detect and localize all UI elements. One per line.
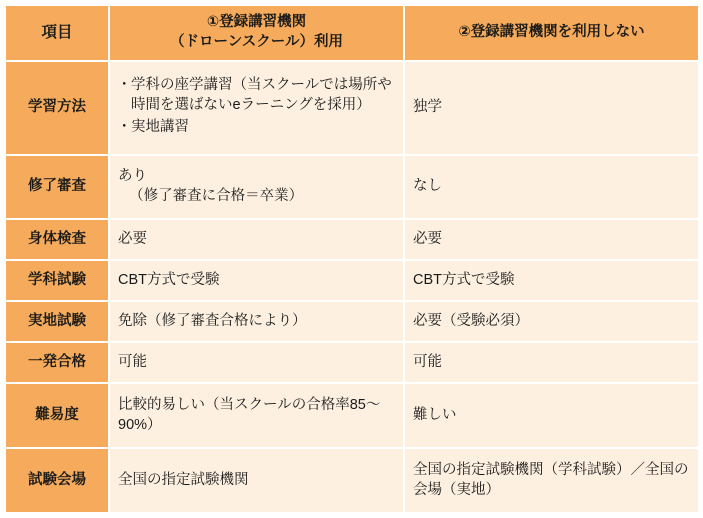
cell-physical-exam-option1: 必要: [109, 219, 404, 260]
list-item: ・ 学科の座学講習（当スクールでは場所や時間を選ばないeラーニングを採用）: [118, 76, 395, 115]
cell-exam-venue-option1: 全国の指定試験機関: [109, 448, 404, 513]
comparison-table: [4, 4, 700, 514]
header-cell-option1: [109, 5, 404, 61]
table-row: [5, 448, 699, 513]
row-label-physical-exam: 身体検査: [5, 219, 109, 260]
cell-one-shot-pass-option1: 可能: [109, 342, 404, 383]
cell-physical-exam-option2: 必要: [404, 219, 699, 260]
header-option1-line2: （ドローンスクール）利用: [170, 34, 343, 50]
row-label-difficulty: 難易度: [5, 383, 109, 448]
cell-study-method-option1: [109, 61, 404, 155]
row-label-one-shot-pass: 一発合格: [5, 342, 109, 383]
study-method-bullet-list: [118, 76, 395, 137]
cell-study-method-option2: 独学: [404, 61, 699, 155]
cell-one-shot-pass-option2: 可能: [404, 342, 699, 383]
table-row: [5, 61, 699, 155]
cell-practical-exam-option2: 必要（受験必須）: [404, 301, 699, 342]
row-label-exam-venue: 試験会場: [5, 448, 109, 513]
row-label-written-exam: 学科試験: [5, 260, 109, 301]
cell-difficulty-option2: 難しい: [404, 383, 699, 448]
row-label-completion-exam: 修了審査: [5, 155, 109, 220]
table-body: [5, 61, 699, 513]
cell-practical-exam-option1: 免除（修了審査合格により）: [109, 301, 404, 342]
header-option1-line1: ①登録講習機関: [206, 14, 307, 31]
table-row: [5, 260, 699, 301]
completion-exam-line1: あり: [118, 168, 147, 185]
row-label-practical-exam: 実地試験: [5, 301, 109, 342]
completion-exam-line2: （修了審査に合格＝卒業）: [129, 188, 304, 205]
cell-written-exam-option2: CBT方式で受験: [404, 260, 699, 301]
cell-completion-exam-option1: [109, 155, 404, 220]
table-row: [5, 342, 699, 383]
list-item: ・ 実地講習: [118, 118, 395, 138]
cell-difficulty-option1: 比較的易しい（当スクールの合格率85〜90%）: [109, 383, 404, 448]
table-row: [5, 383, 699, 448]
cell-exam-venue-option2: 全国の指定試験機関（学科試験）／全国の会場（実地）: [404, 448, 699, 513]
table-row: [5, 301, 699, 342]
row-label-study-method: 学習方法: [5, 61, 109, 155]
table-header-row: [5, 5, 699, 61]
header-cell-item: 項目: [5, 5, 109, 61]
cell-completion-exam-option2: なし: [404, 155, 699, 220]
table-header: [5, 5, 699, 61]
header-cell-option2: ②登録講習機関を利用しない: [404, 5, 699, 61]
table-row: [5, 155, 699, 220]
table-row: [5, 219, 699, 260]
cell-written-exam-option1: CBT方式で受験: [109, 260, 404, 301]
